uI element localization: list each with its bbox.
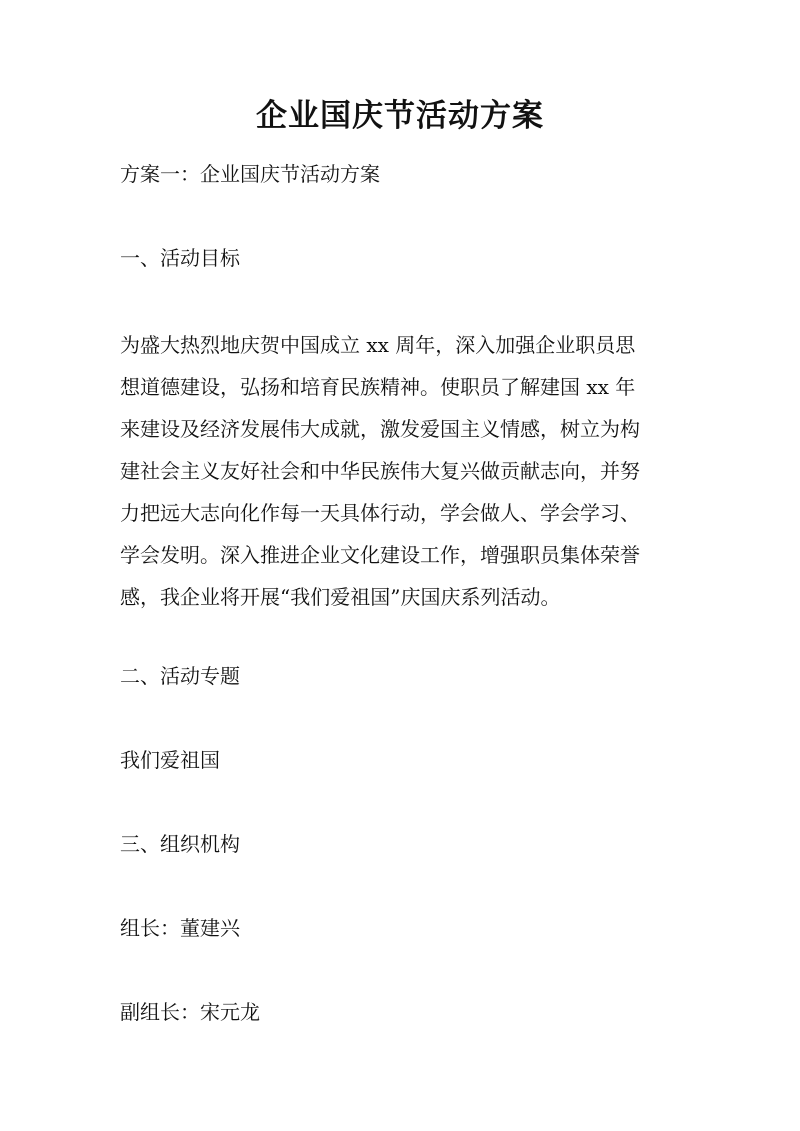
paragraph-line: 学会发明。深入推进企业文化建设工作，增强职员集体荣誉 xyxy=(120,543,640,567)
section-heading-theme: 二、活动专题 xyxy=(120,664,240,688)
paragraph-line: 为盛大热烈地庆贺中国成立 xx 周年，深入加强企业职员思 xyxy=(120,333,636,357)
document-title: 企业国庆节活动方案 xyxy=(256,98,544,134)
paragraph-line: 想道德建设，弘扬和培育民族精神。使职员了解建国 xx 年 xyxy=(120,375,636,399)
deputy-leader-line: 副组长：宋元龙 xyxy=(120,1000,260,1024)
paragraph-line: 建社会主义友好社会和中华民族伟大复兴做贡献志向，并努 xyxy=(120,459,640,483)
paragraph-line: 来建设及经济发展伟大成就，激发爱国主义情感，树立为构 xyxy=(120,417,640,441)
section-heading-organization: 三、组织机构 xyxy=(120,832,240,856)
section-heading-goals: 一、活动目标 xyxy=(120,246,240,270)
theme-text: 我们爱祖国 xyxy=(120,748,220,772)
paragraph-line: 感，我企业将开展“我们爱祖国”庆国庆系列活动。 xyxy=(120,585,561,609)
goals-paragraph xyxy=(120,324,700,618)
plan-heading: 方案一：企业国庆节活动方案 xyxy=(120,162,380,186)
paragraph-line: 力把远大志向化作每一天具体行动，学会做人、学会学习、 xyxy=(120,501,640,525)
leader-line: 组长：董建兴 xyxy=(120,916,240,940)
